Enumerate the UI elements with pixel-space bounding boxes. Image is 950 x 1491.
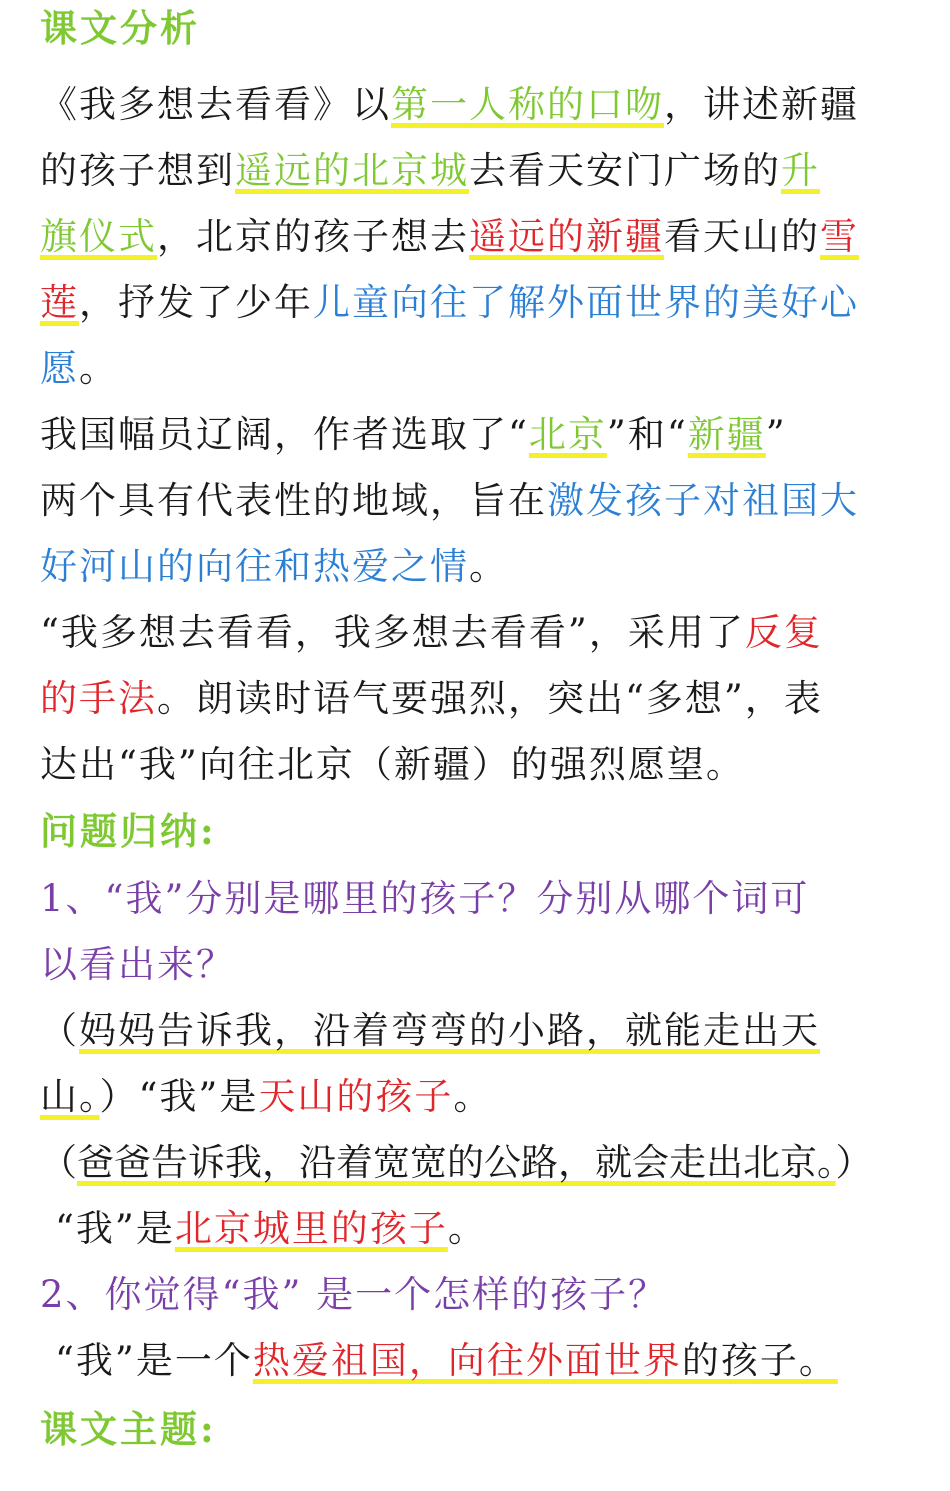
- para2-line2: [40, 468, 920, 534]
- text: 的孩子想到: [40, 149, 235, 192]
- text: “我”是一个: [55, 1339, 253, 1382]
- answer-3: [55, 1328, 935, 1394]
- text: ”和“: [606, 413, 688, 456]
- highlight-green: 新疆: [687, 413, 766, 456]
- question-2: 2、你觉得“我” 是一个怎样的孩子？: [40, 1273, 668, 1316]
- text: ”: [765, 413, 787, 456]
- text: ，北京的孩子想去: [157, 215, 469, 258]
- para3-line3: [40, 732, 920, 798]
- highlight-red: 雪: [820, 215, 859, 258]
- highlight-blue: 激发孩子对祖国大: [547, 479, 859, 522]
- text: 。: [79, 347, 118, 390]
- section-heading-theme: 课文主题:: [40, 1407, 217, 1451]
- text: “我多想去看看，我多想去看看”，采用了: [40, 611, 745, 654]
- highlight-red: 天山的孩子: [258, 1075, 454, 1118]
- para1-line3: [40, 204, 920, 270]
- text: （: [40, 1141, 77, 1184]
- quote-underlined: 山。: [40, 1075, 100, 1118]
- section-heading-analysis: 课文分析: [40, 6, 200, 50]
- answer-1-line1: [40, 998, 920, 1064]
- text: 《我多想去看看》以: [40, 83, 391, 126]
- text: （: [40, 1009, 79, 1052]
- section-heading-summary: 问题归纳:: [40, 809, 217, 853]
- text: ，抒发了少年: [79, 281, 313, 324]
- text: 达出“我”向往北京（新疆）的强烈愿望。: [40, 743, 745, 786]
- highlight-red: 莲: [40, 281, 79, 324]
- highlight-blue: 愿: [40, 347, 79, 390]
- highlight-red: 热爱祖国，向往外面世界: [252, 1339, 682, 1382]
- highlight-red: 北京城里的孩子: [174, 1207, 448, 1250]
- para2-line1: [40, 402, 920, 468]
- question-1-line2: 以看出来？: [40, 943, 235, 986]
- text: 。: [469, 545, 508, 588]
- highlight-red: 的手法: [40, 677, 157, 720]
- para1-line2: [40, 138, 920, 204]
- highlight-red: 反复: [744, 611, 823, 654]
- highlight-red: 遥远的新疆: [469, 215, 664, 258]
- highlight-blue: 儿童向往了解外面世界的美好心: [313, 281, 859, 324]
- answer-2-line2: [55, 1196, 935, 1262]
- highlight-green: 遥远的北京城: [235, 149, 469, 192]
- text: “我”是: [55, 1207, 175, 1250]
- text: 看天山的: [664, 215, 820, 258]
- highlight-green: 旗仪式: [40, 215, 157, 258]
- text: 。: [453, 1075, 493, 1118]
- para1-line4: [40, 270, 920, 336]
- text: ，讲述新疆: [664, 83, 859, 126]
- highlight-green: 升: [781, 149, 820, 192]
- answer-1-line2: [40, 1064, 920, 1130]
- highlight-green: 第一人称的口吻: [391, 83, 664, 126]
- highlight-blue: 好河山的向往和热爱之情: [40, 545, 469, 588]
- quote-underlined: 爸爸告诉我，沿着宽宽的公路，就会走出北京。: [77, 1141, 836, 1184]
- para2-line3: [40, 534, 920, 600]
- text: ）“我”是: [99, 1075, 259, 1118]
- text: ）: [835, 1141, 873, 1184]
- text: 。朗读时语气要强烈，突出“多想”，表: [157, 677, 823, 720]
- text: 去看天安门广场的: [469, 149, 781, 192]
- highlight-green: 北京: [528, 413, 607, 456]
- para3-line1: [40, 600, 920, 666]
- quote-underlined: 妈妈告诉我，沿着弯弯的小路，就能走出天: [79, 1009, 820, 1052]
- text: 我国幅员辽阔，作者选取了“: [40, 413, 529, 456]
- text-underlined: 的孩子。: [681, 1339, 838, 1382]
- answer-2-line1: [40, 1130, 920, 1196]
- question-1-line1: 1、“我”分别是哪里的孩子？分别从哪个词可: [40, 877, 810, 920]
- para1-line5: [40, 336, 920, 402]
- text: 两个具有代表性的地域，旨在: [40, 479, 547, 522]
- para3-line2: [40, 666, 920, 732]
- para1-line1: [40, 72, 920, 138]
- text: 。: [447, 1207, 487, 1250]
